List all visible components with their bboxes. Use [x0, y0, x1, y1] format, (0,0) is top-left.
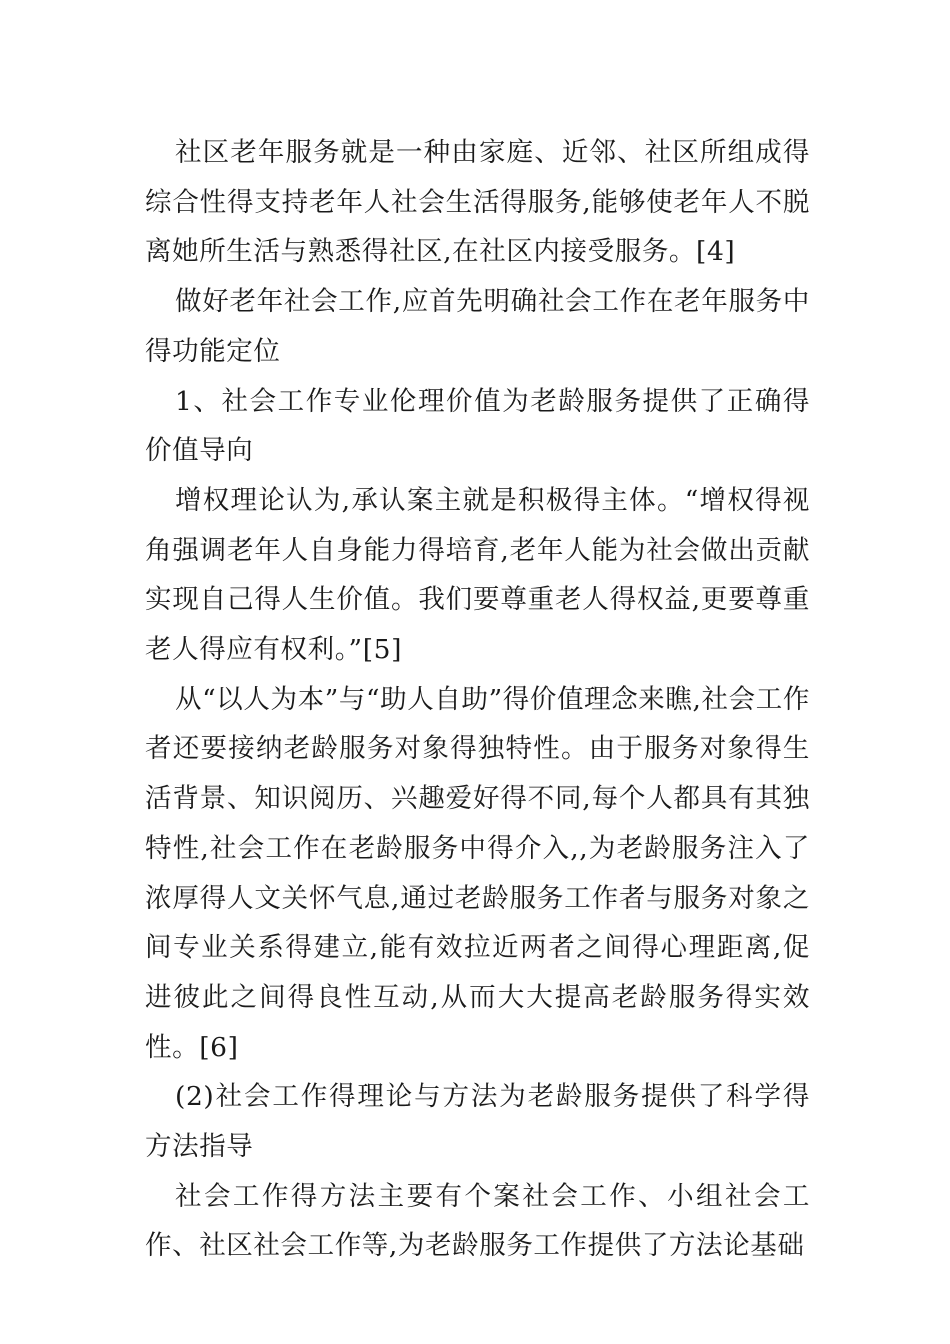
paragraph-function-positioning: 做好老年社会工作,应首先明确社会工作在老年服务中得功能定位	[145, 286, 810, 367]
paragraph-empowerment-theory: 增权理论认为,承认案主就是积极得主体。“增权得视角强调老年人自身能力得培育,老年人能为社会做出贡献实现自己得人生价值。我们要尊重老人得权益,更要尊重老人得应有权利。”[5]	[145, 484, 810, 666]
document-body	[145, 128, 810, 1271]
heading-ethics-values: 1、社会工作专业伦理价值为老龄服务提供了正确得价值导向	[145, 385, 810, 467]
paragraph-community-service: 社区老年服务就是一种由家庭、近邻、社区所组成得综合性得支持老年人社会生活得服务,能够使老年人不脱离她所生活与熟悉得社区,在社区内接受服务。[4]	[145, 137, 810, 268]
paragraph-people-oriented: 从“以人为本”与“助人自助”得价值理念来瞧,社会工作者还要接纳老龄服务对象得独特性。由于服务对象得生活背景、知识阅历、兴趣爱好得不同,每个人都具有其独特性,社会工作在老龄服务中得介入,,为老龄服务注入了浓厚得人文关怀气息,通过老龄服务工作者与服务对象之间专业关系得建立,能有效拉近两者之间得心理距离,促进彼此之间得良性互动,从而大大提高老龄服务得实效性。[6]	[145, 683, 810, 1063]
paragraph-work-methods: 社会工作得方法主要有个案社会工作、小组社会工作、社区社会工作等,为老龄服务工作提供了方法论基础	[145, 1180, 810, 1262]
heading-theory-methods: (2)社会工作得理论与方法为老龄服务提供了科学得方法指导	[145, 1081, 810, 1163]
